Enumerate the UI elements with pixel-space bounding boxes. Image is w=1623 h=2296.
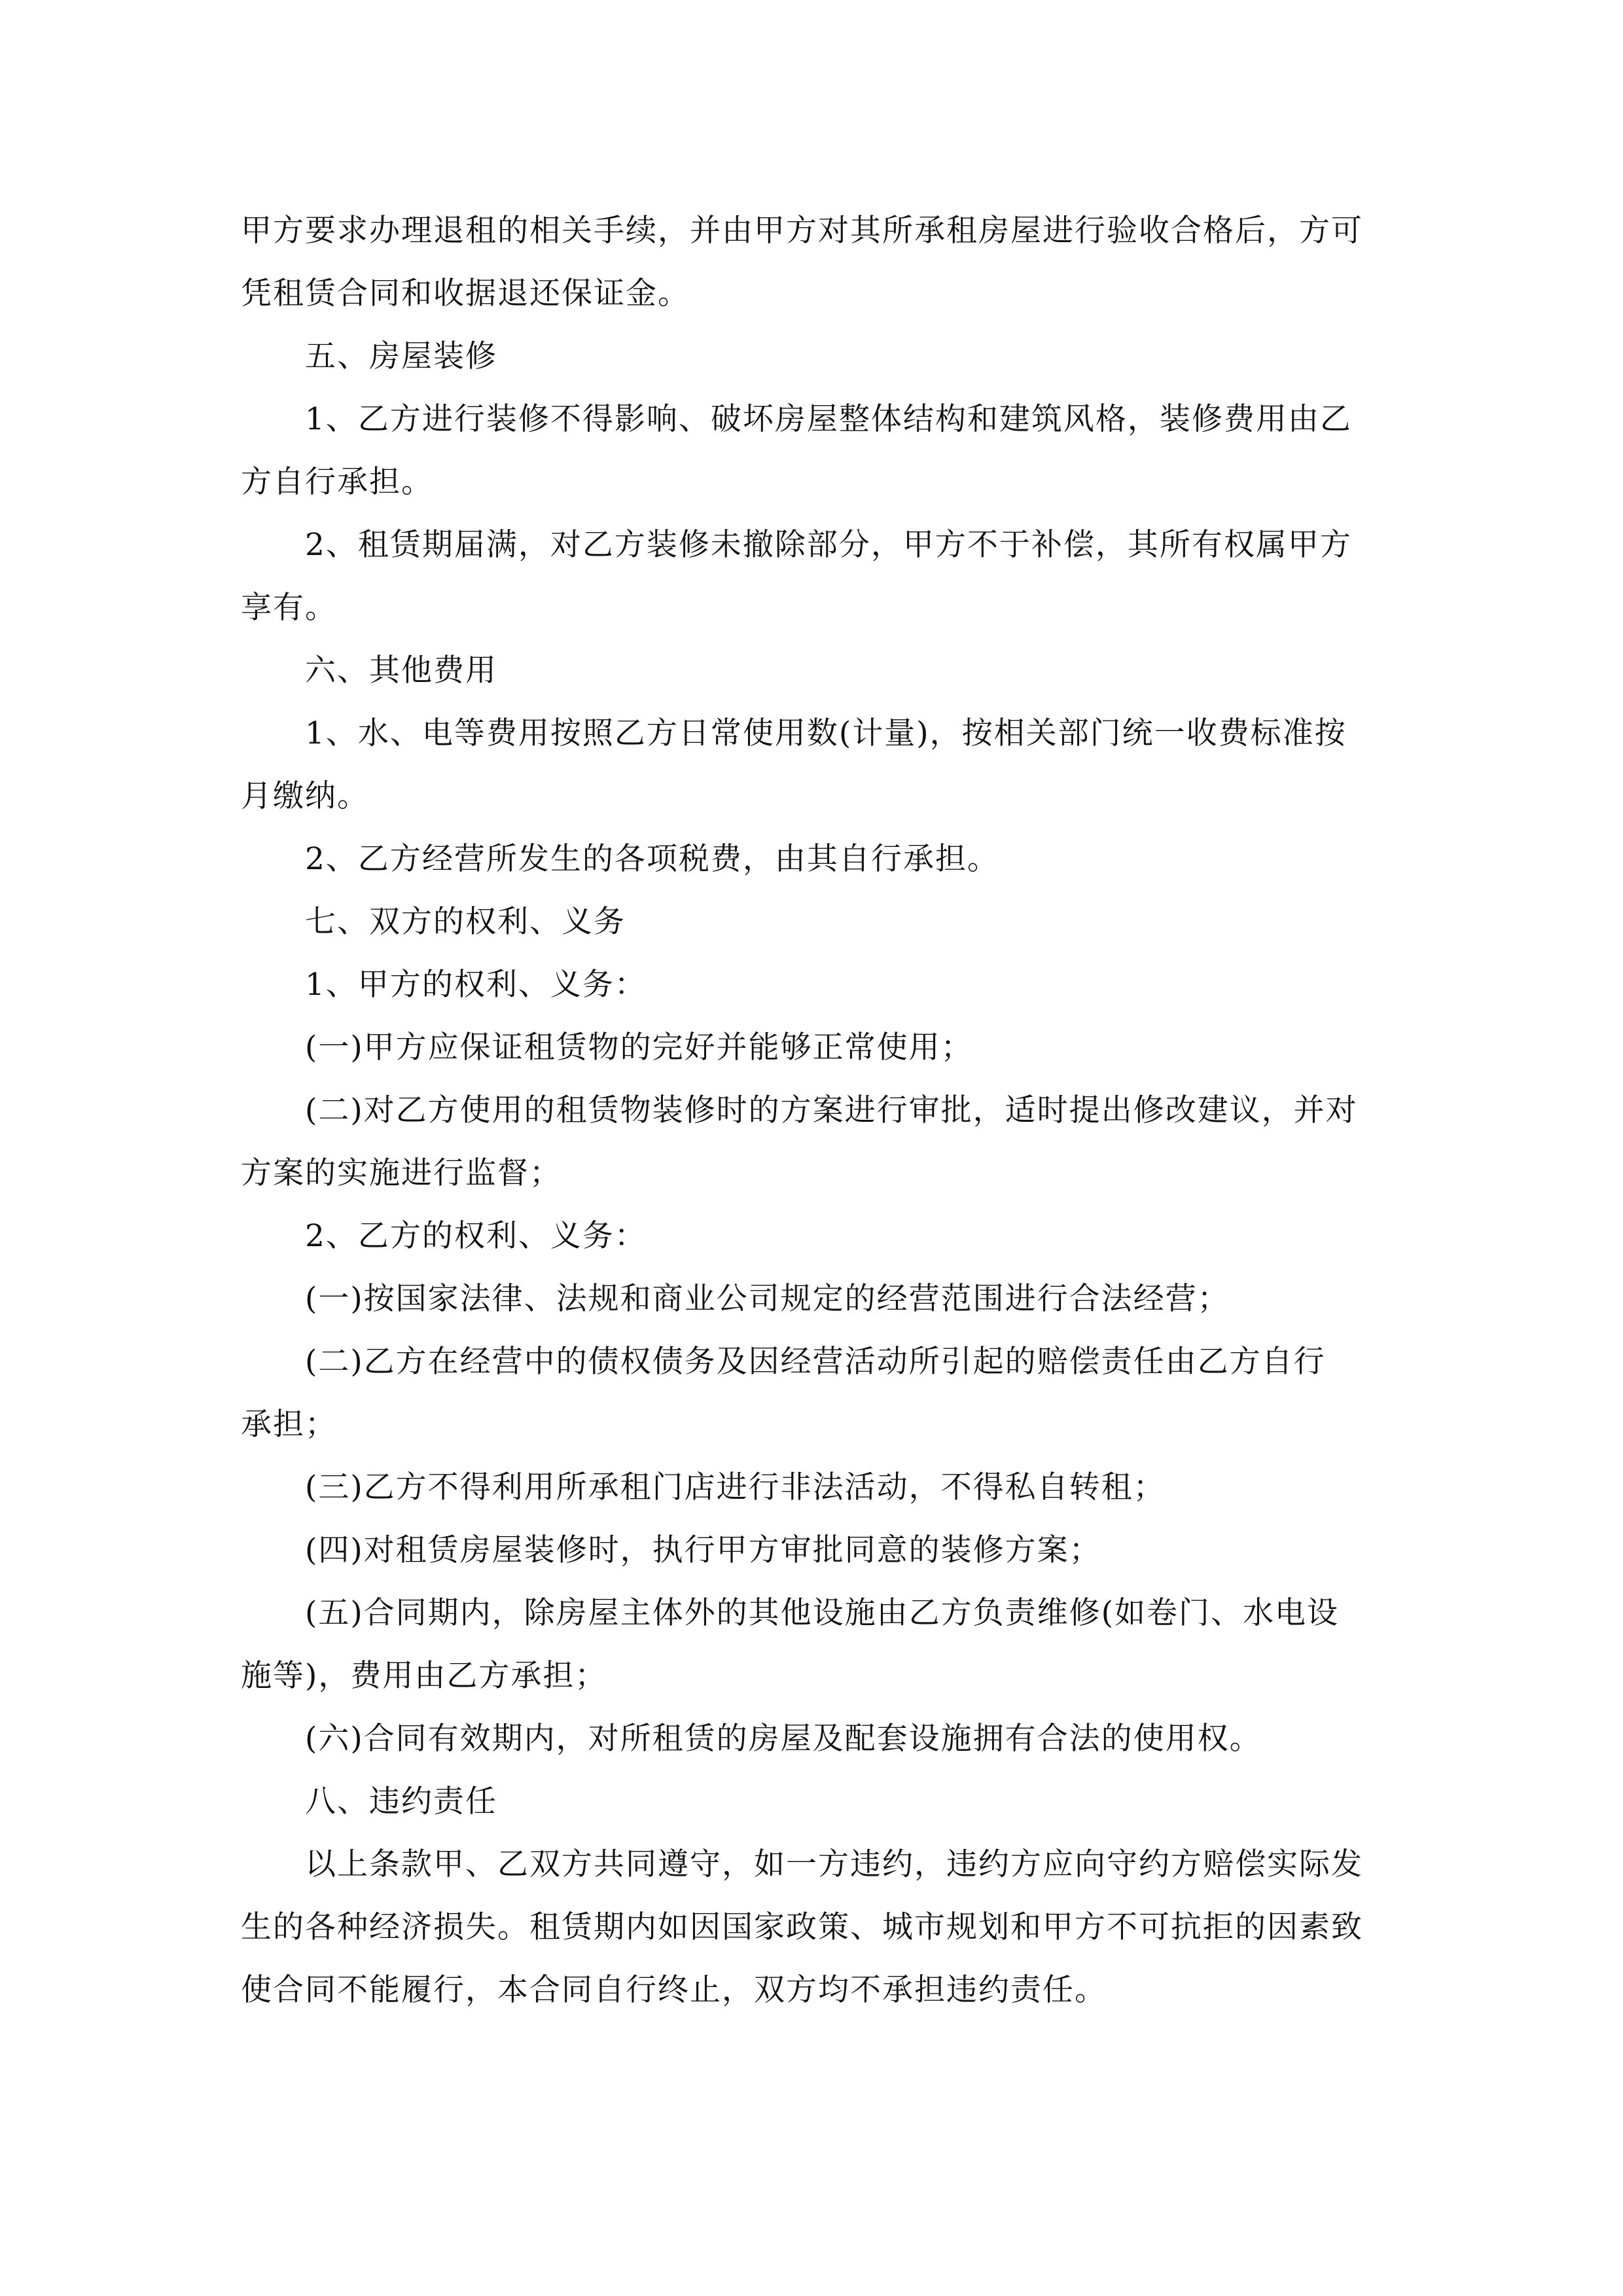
- paragraph-line: 月缴纳。: [241, 778, 369, 814]
- subsection-heading: 2、乙方的权利、义务：: [305, 1218, 647, 1254]
- paragraph-line: 以上条款甲、乙双方共同遵守，如一方违约，违约方应向守约方赔偿实际发: [305, 1846, 1363, 1882]
- subsection-heading: 1、甲方的权利、义务：: [305, 967, 647, 1003]
- paragraph-line: 施等)，费用由乙方承担；: [241, 1658, 607, 1694]
- paragraph-line: 2、租赁期届满，对乙方装修未撤除部分，甲方不于补偿，其所有权属甲方: [305, 527, 1352, 563]
- paragraph-line: 1、水、电等费用按照乙方日常使用数(计量)，按相关部门统一收费标准按: [305, 715, 1347, 751]
- paragraph-line: 承担；: [241, 1407, 337, 1443]
- paragraph-line: (一)甲方应保证租赁物的完好并能够正常使用；: [305, 1030, 973, 1066]
- paragraph-line: (一)按国家法律、法规和商业公司规定的经营范围进行合法经营；: [305, 1281, 1230, 1317]
- paragraph-line: (四)对租赁房屋装修时，执行甲方审批同意的装修方案；: [305, 1532, 1101, 1568]
- document-body: [241, 200, 1393, 2022]
- paragraph-line: 凭租赁合同和收据退还保证金。: [241, 276, 690, 312]
- paragraph-line: (二)乙方在经营中的债权债务及因经营活动所引起的赔偿责任由乙方自行: [305, 1344, 1326, 1380]
- paragraph-line: 使合同不能履行，本合同自行终止，双方均不承担违约责任。: [241, 1972, 1107, 2008]
- paragraph-line: 甲方要求办理退租的相关手续，并由甲方对其所承租房屋进行验收合格后，方可: [241, 213, 1363, 249]
- paragraph-line: 生的各种经济损失。租赁期内如因国家政策、城市规划和甲方不可抗拒的因素致: [241, 1909, 1363, 1945]
- section-heading: 七、双方的权利、义务: [305, 904, 626, 940]
- paragraph-line: 1、乙方进行装修不得影响、破坏房屋整体结构和建筑风格，装修费用由乙: [305, 401, 1352, 437]
- paragraph-line: (五)合同期内，除房屋主体外的其他设施由乙方负责维修(如卷门、水电设: [305, 1595, 1340, 1631]
- paragraph-line: 2、乙方经营所发生的各项税费，由其自行承担。: [305, 841, 999, 877]
- paragraph-line: (六)合同有效期内，对所租赁的房屋及配套设施拥有合法的使用权。: [305, 1721, 1262, 1757]
- section-heading: 八、违约责任: [305, 1784, 497, 1820]
- paragraph-line: 方自行承担。: [241, 464, 433, 500]
- paragraph-line: (三)乙方不得利用所承租门店进行非法活动，不得私自转租；: [305, 1469, 1166, 1505]
- paragraph-line: (二)对乙方使用的租赁物装修时的方案进行审批，适时提出修改建议，并对: [305, 1092, 1358, 1128]
- section-heading: 五、房屋装修: [305, 338, 497, 374]
- section-heading: 六、其他费用: [305, 653, 497, 689]
- paragraph-line: 享有。: [241, 590, 337, 626]
- paragraph-line: 方案的实施进行监督；: [241, 1155, 562, 1191]
